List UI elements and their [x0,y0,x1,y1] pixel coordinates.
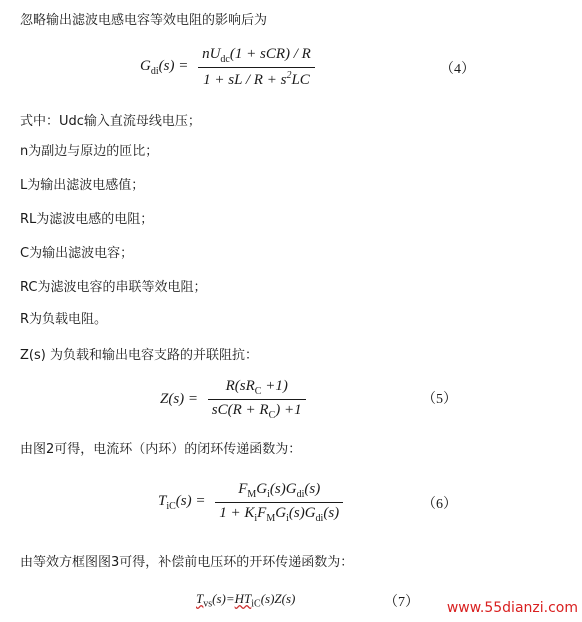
definition-rc: RC为滤波电容的串联等效电阻； [20,280,207,295]
definition-r: R为负载电阻。 [20,312,108,327]
definition-z: Z(s) 为负载和输出电容支路的并联阻抗： [20,348,258,363]
equation-7: $T_{vs}(s)=HT_{iC}(s)Z(s)$ [196,591,296,610]
equation-7-number: （7） [384,595,419,610]
definition-c: C为输出滤波电容； [20,246,134,261]
definition-rl: RL为滤波电感的电阻； [20,212,154,227]
equation-4: $G_{di}(s)$ = $\frac{nU_{dc}(1 + sCR) / R}{1 + sL / R + s^2LC}$ [140,46,315,89]
current-loop-text: 由图2可得，电流环（内环）的闭环传递函数为： [20,442,302,457]
voltage-loop-text: 由等效方框图图3可得，补偿前电压环的开环传递函数为： [20,555,354,570]
site-watermark: www.55dianzi.com [446,600,578,616]
equation-6-number: （6） [422,497,457,512]
definition-l: L为输出滤波电感值； [20,178,145,193]
equation-4-number: （4） [440,62,475,77]
where-label: 式中：Udc输入直流母线电压； [20,114,201,129]
intro-text: 忽略输出滤波电感电容等效电阻的影响后为 [20,13,268,28]
equation-6: $T_{iC}(s)$ = $\frac{F_MG_i(s)G_{di}(s)}{1 + K_iF_MG_i(s)G_{di}(s)}$ [158,481,343,524]
equation-5-number: （5） [422,392,457,407]
definition-n: n为副边与原边的匝比； [20,144,159,159]
equation-5: Z(s) = $\frac{R(sR_C +1)}{sC(R + R_C) +1}$ [160,378,306,421]
